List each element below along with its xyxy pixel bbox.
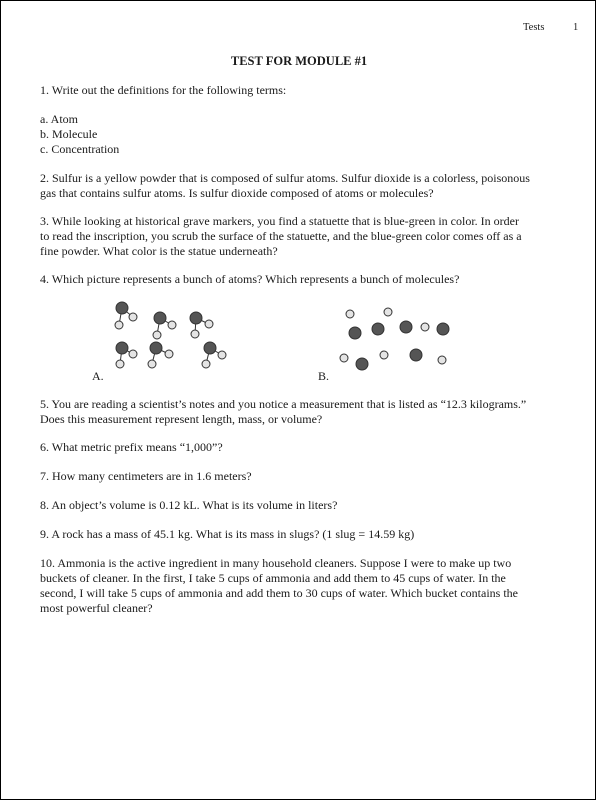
question-5-line: 5. You are reading a scientist’s notes and you notice a measurement that is listed as “12.3 kilograms.” (40, 397, 527, 411)
header-page-number: 1 (573, 22, 579, 33)
light-atom (168, 321, 176, 329)
question-7 (40, 469, 560, 484)
question-10-line: buckets of cleaner. In the first, I take 5 cups of ammonia and add them to 45 cups of water. In the (40, 571, 506, 585)
header-section-label: Tests (523, 22, 545, 33)
light-atom (116, 360, 124, 368)
dark-atom (204, 342, 216, 354)
dark-atom (356, 358, 368, 370)
question-10-line: 10. Ammonia is the active ingredient in many household cleaners. Suppose I were to make up two (40, 556, 512, 570)
question-8-text: 8. An object’s volume is 0.12 kL. What is its volume in liters? (40, 498, 338, 512)
dark-atom (400, 321, 412, 333)
dark-atom (372, 323, 384, 335)
question-6 (40, 440, 560, 455)
light-atom (218, 351, 226, 359)
question-1-prompt: 1. Write out the definitions for the following terms: (40, 83, 287, 97)
dark-atom (349, 327, 361, 339)
page-title: TEST FOR MODULE #1 (230, 54, 368, 68)
question-2-line: gas that contains sulfur atoms. Is sulfur dioxide composed of atoms or molecules? (40, 186, 434, 200)
light-atom (346, 310, 354, 318)
dark-atom (116, 342, 128, 354)
light-atom (115, 321, 123, 329)
light-atom (129, 350, 137, 358)
dark-atom (150, 342, 162, 354)
question-8 (40, 498, 560, 513)
question-3-line: fine powder. What color is the statue underneath? (40, 244, 278, 258)
picture-a-label: A. (92, 369, 104, 383)
dark-atom (410, 349, 422, 361)
question-10 (40, 556, 560, 616)
light-atom (380, 351, 388, 359)
question-5 (40, 397, 560, 427)
question-9 (40, 527, 560, 542)
picture-a (115, 302, 226, 368)
light-atom (438, 356, 446, 364)
question-10-line: second, I will take 5 cups of ammonia and add them to 30 cups of water. Which bucket contains the (40, 586, 518, 600)
question-2-line: 2. Sulfur is a yellow powder that is composed of sulfur atoms. Sulfur dioxide is a colorless, poisonous (40, 171, 530, 185)
light-atom (205, 320, 213, 328)
light-atom (421, 323, 429, 331)
light-atom (153, 331, 161, 339)
dark-atom (190, 312, 202, 324)
question-2 (40, 171, 560, 201)
term-atom: a. Atom (40, 112, 78, 126)
question-10-line: most powerful cleaner? (40, 601, 153, 615)
question-3-line: 3. While looking at historical grave markers, you find a statuette that is blue-green in color. In order (40, 214, 519, 228)
question-1-terms (40, 112, 560, 157)
question-4-prompt: 4. Which picture represents a bunch of atoms? Which represents a bunch of molecules? (40, 272, 460, 286)
term-concentration: c. Concentration (40, 142, 120, 156)
question-7-text: 7. How many centimeters are in 1.6 meters? (40, 469, 252, 483)
light-atom (129, 313, 137, 321)
light-atom (165, 350, 173, 358)
question-3-line: to read the inscription, you scrub the surface of the statuette, and the blue-green color comes off as a (40, 229, 522, 243)
question-5-line: Does this measurement represent length, mass, or volume? (40, 412, 323, 426)
molecule-diagram (81, 293, 471, 385)
dark-atom (437, 323, 449, 335)
term-molecule: b. Molecule (40, 127, 98, 141)
light-atom (340, 354, 348, 362)
light-atom (148, 360, 156, 368)
question-4 (40, 272, 560, 287)
light-atom (202, 360, 210, 368)
light-atom (191, 330, 199, 338)
picture-b-label: B. (318, 369, 330, 383)
question-9-text: 9. A rock has a mass of 45.1 kg. What is its mass in slugs? (1 slug = 14.59 kg) (40, 527, 415, 541)
light-atom (384, 308, 392, 316)
question-3 (40, 214, 560, 259)
dark-atom (154, 312, 166, 324)
question-6-text: 6. What metric prefix means “1,000”? (40, 440, 223, 454)
picture-b (340, 308, 449, 370)
dark-atom (116, 302, 128, 314)
question-1 (40, 83, 560, 98)
